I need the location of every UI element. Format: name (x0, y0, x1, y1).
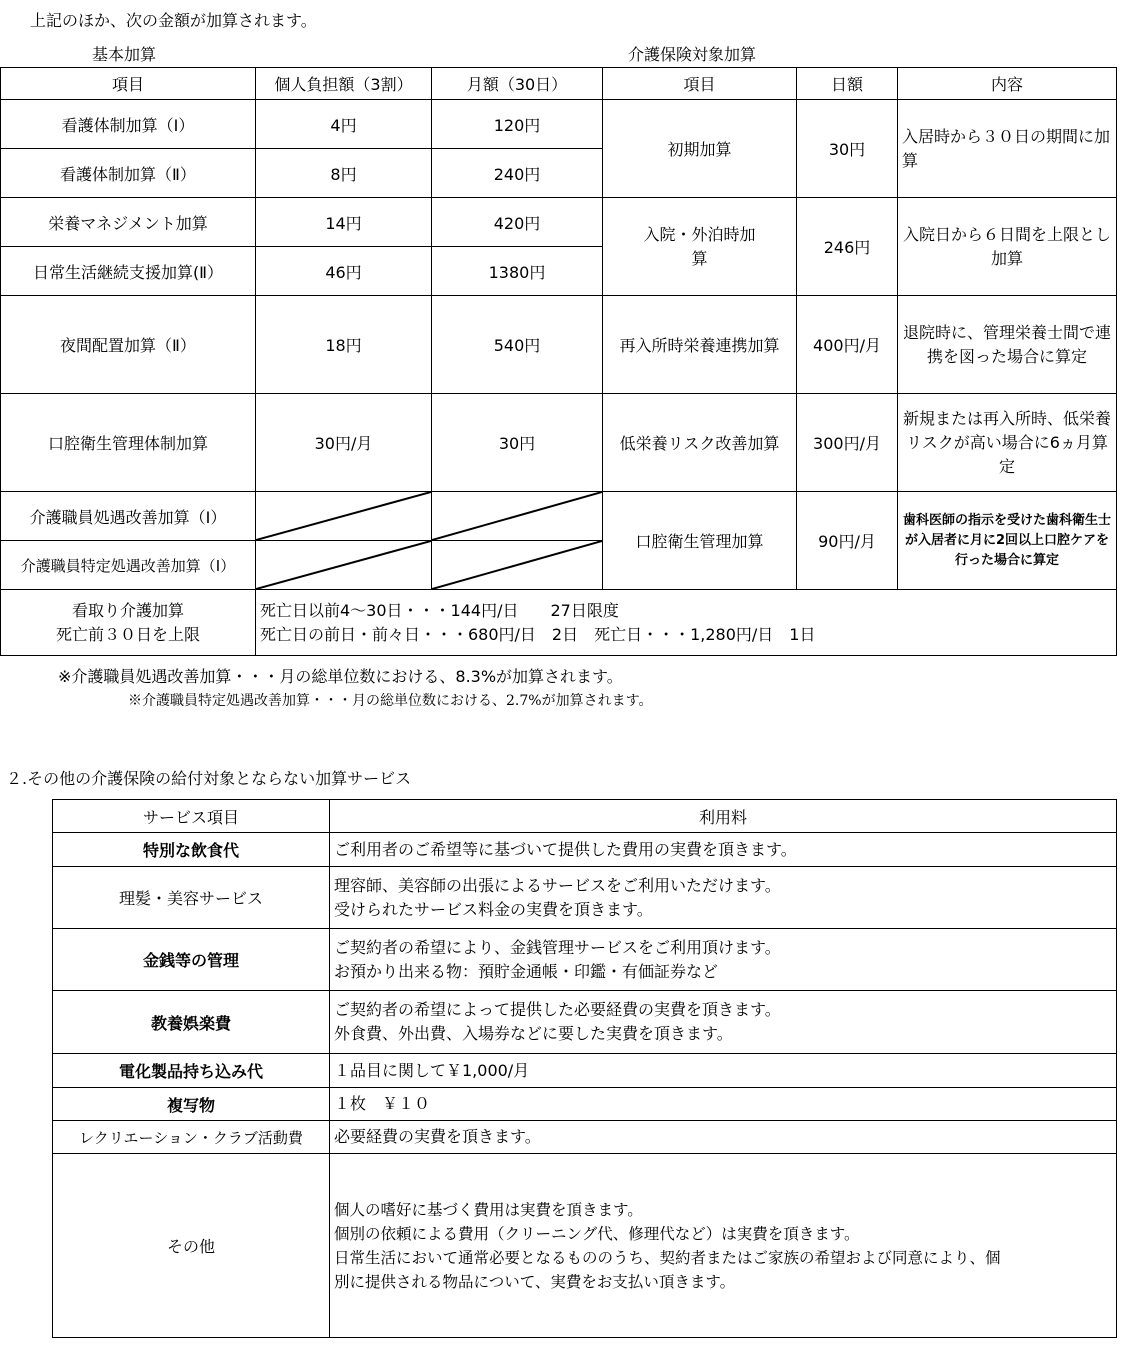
table-row-monthly: 120円 (432, 100, 603, 149)
fee-line: ご契約者の希望によって提供した必要経費の実費を頂きます。 (334, 1000, 781, 1019)
care-label: 介護保険対象加算 (628, 45, 757, 64)
fee-line: ご利用者のご希望等に基づいて提供した費用の実費を頂きます。 (334, 839, 797, 859)
table-row-service: 特別な飲食代 (53, 833, 330, 867)
table-row-fee (330, 1088, 1117, 1121)
header-item: 項目 (1, 68, 256, 100)
table-row-item: 介護職員特定処遇改善加算（Ⅰ） (1, 541, 256, 590)
table-row-personal: 46円 (256, 247, 432, 296)
table-row-service: 複写物 (53, 1088, 330, 1121)
care-item: 入院・外泊時加算 (603, 198, 797, 296)
note-1: ※介護職員処遇改善加算・・・月の総単位数における、8.3%が加算されます。 (58, 667, 623, 686)
table-row-monthly: 30円 (432, 394, 603, 492)
fee-line: １枚 ￥１０ (334, 1094, 431, 1113)
care-content: 歯科医師の指示を受けた歯科衛生士が入居者に月に2回以上口腔ケアを行った場合に算定 (898, 492, 1117, 590)
table-row-fee (330, 1121, 1117, 1154)
fee-line: ご契約者の希望により、金銭管理サービスをご利用頂けます。 (334, 937, 781, 957)
service-table (52, 799, 1117, 1338)
care-daily: 30円 (797, 100, 898, 198)
header-service-item: サービス項目 (53, 800, 330, 833)
mitori-label-2: 死亡前３０日を上限 (55, 624, 200, 644)
table-row-fee (330, 1154, 1117, 1338)
slashed-cell (432, 492, 603, 541)
header-personal: 個人負担額（3割） (256, 68, 432, 100)
care-content: 入居時から３０日の期間に加算 (898, 100, 1117, 198)
table-row-item: 日常生活継続支援加算(Ⅱ） (1, 247, 256, 296)
table-row-fee (330, 833, 1117, 867)
note-2: ※介護職員特定処遇改善加算・・・月の総単位数における、2.7%が加算されます。 (128, 693, 653, 709)
mitori-line-2: 死亡日の前日・前々日・・・680円/日 2日 死亡日・・・1,280円/日 1日 (260, 624, 816, 644)
header-care-item: 項目 (603, 68, 797, 100)
fee-line: 日常生活において通常必要となるもののうち、契約者またはご家族の希望および同意により、個 (334, 1248, 1001, 1267)
table-row-monthly: 240円 (432, 149, 603, 198)
header-daily: 日額 (797, 68, 898, 100)
care-daily: 246円 (797, 198, 898, 296)
fee-line: １品目に関して￥1,000/月 (334, 1060, 530, 1080)
care-daily: 400円/月 (797, 296, 898, 394)
table-row-service: 理髪・美容サービス (53, 867, 330, 929)
table-row-service: レクリエーション・クラブ活動費 (53, 1121, 330, 1154)
slashed-cell (432, 541, 603, 590)
table-row-item: 口腔衛生管理体制加算 (1, 394, 256, 492)
section-2-title: ２.その他の介護保険の給付対象とならない加算サービス (6, 769, 412, 788)
care-item: 低栄養リスク改善加算 (603, 394, 797, 492)
table-row-monthly: 420円 (432, 198, 603, 247)
table-row-monthly: 540円 (432, 296, 603, 394)
table-row-monthly: 1380円 (432, 247, 603, 296)
table-row-fee (330, 867, 1117, 929)
table-row-fee (330, 1054, 1117, 1088)
table-row-service: 電化製品持ち込み代 (53, 1054, 330, 1088)
intro-text: 上記のほか、次の金額が加算されます。 (30, 11, 317, 30)
table-row-service: 教養娯楽費 (53, 991, 330, 1054)
table-row-item: 看護体制加算（Ⅱ） (1, 149, 256, 198)
fee-line: 理容師、美容師の出張によるサービスをご利用いただけます。 (334, 875, 781, 895)
table-row-personal: 14円 (256, 198, 432, 247)
care-item: 口腔衛生管理加算 (603, 492, 797, 590)
slashed-cell (256, 492, 432, 541)
care-content: 退院時に、管理栄養士間で連携を図った場合に算定 (898, 296, 1117, 394)
table-row-personal: 8円 (256, 149, 432, 198)
table-row-item: 看護体制加算（Ⅰ） (1, 100, 256, 149)
mitori-label-1: 看取り介護加算 (71, 600, 184, 620)
header-content: 内容 (898, 68, 1117, 100)
fee-line: 個別の依頼による費用（クリーニング代、修理代など）は実費を頂きます。 (334, 1224, 860, 1243)
care-item: 再入所時栄養連携加算 (603, 296, 797, 394)
table-row-service: その他 (53, 1154, 330, 1338)
fee-line: 受けられたサービス料金の実費を頂きます。 (334, 899, 653, 919)
table-row-personal: 4円 (256, 100, 432, 149)
fee-line: 個人の嗜好に基づく費用は実費を頂きます。 (334, 1200, 643, 1219)
care-item: 初期加算 (603, 100, 797, 198)
table-row-item: 夜間配置加算（Ⅱ） (1, 296, 256, 394)
header-monthly: 月額（30日） (432, 68, 603, 100)
care-content: 入院日から６日間を上限とし加算 (898, 198, 1117, 296)
fee-line: 必要経費の実費を頂きます。 (334, 1127, 541, 1146)
fee-line: お預かり出来る物：預貯金通帳・印鑑・有価証券など (334, 961, 719, 981)
table-row-fee (330, 929, 1117, 991)
table-row-personal: 30円/月 (256, 394, 432, 492)
table-row-service: 金銭等の管理 (53, 929, 330, 991)
mitori-detail (256, 590, 1117, 656)
basic-label: 基本加算 (92, 45, 157, 64)
header-fee: 利用料 (330, 800, 1117, 833)
table-row-item: 栄養マネジメント加算 (1, 198, 256, 247)
addition-table (0, 67, 1117, 656)
table-row-item: 介護職員処遇改善加算（Ⅰ） (1, 492, 256, 541)
mitori-label (1, 590, 256, 656)
care-daily: 90円/月 (797, 492, 898, 590)
care-daily: 300円/月 (797, 394, 898, 492)
table-row-fee (330, 991, 1117, 1054)
care-content: 新規または再入所時、低栄養リスクが高い場合に6ヵ月算定 (898, 394, 1117, 492)
fee-line: 別に提供される物品について、実費をお支払い頂きます。 (334, 1272, 736, 1291)
mitori-line-1: 死亡日以前4～30日・・・144円/日 27日限度 (260, 600, 619, 620)
table-row-personal: 18円 (256, 296, 432, 394)
slashed-cell (256, 541, 432, 590)
fee-line: 外食費、外出費、入場券などに要した実費を頂きます。 (334, 1024, 733, 1043)
